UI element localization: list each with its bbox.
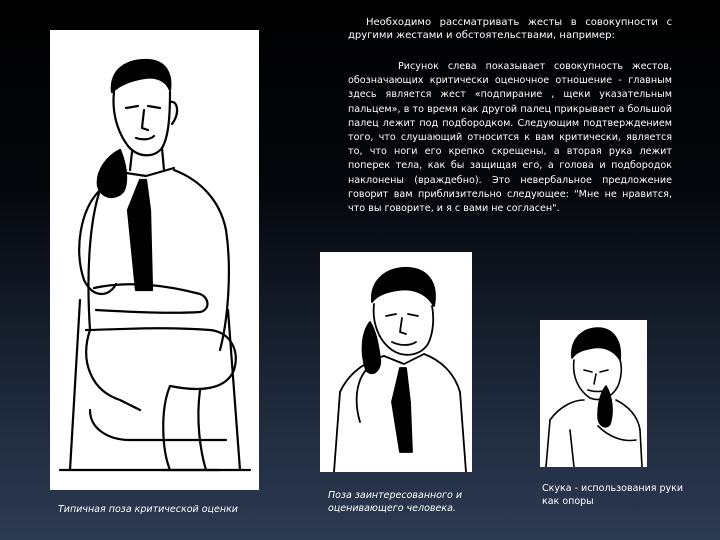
figure-caption-bored: Скука - использования руки как опоры (542, 483, 684, 507)
figure-caption-critical: Типичная поза критической оценки (58, 504, 238, 515)
critical-evaluation-illustration (50, 30, 259, 490)
intro-text: Необходимо рассматривать жесты в совокупности с другими жестами и обстоятельствами, например: (348, 17, 672, 41)
figure-caption-interested: Поза заинтересованного и оценивающего человека. (328, 490, 463, 514)
interested-listener-illustration (320, 252, 472, 472)
bored-person-illustration (540, 320, 647, 467)
description-text: Рисунок слева показывает совокупность жестов, обозначающих критически оценочное отношение - главным здесь является жест «подпирание , щеки указательным пальцем», в то время как другой палец прикрывает а большой палец лежит под подбородком. Следующим подтверждением того, что слушающий относится к вам критически, является то, что ноги его крепко скрещены, а вторая рука лежит поперек тела, как бы защищая его, а голова и подбородок наклонены (враждебно). Это невербальное предложение говорит вам приблизительно следующее: "Мне не нравится, что вы говорите, и я с вами не согласен". (348, 61, 672, 215)
